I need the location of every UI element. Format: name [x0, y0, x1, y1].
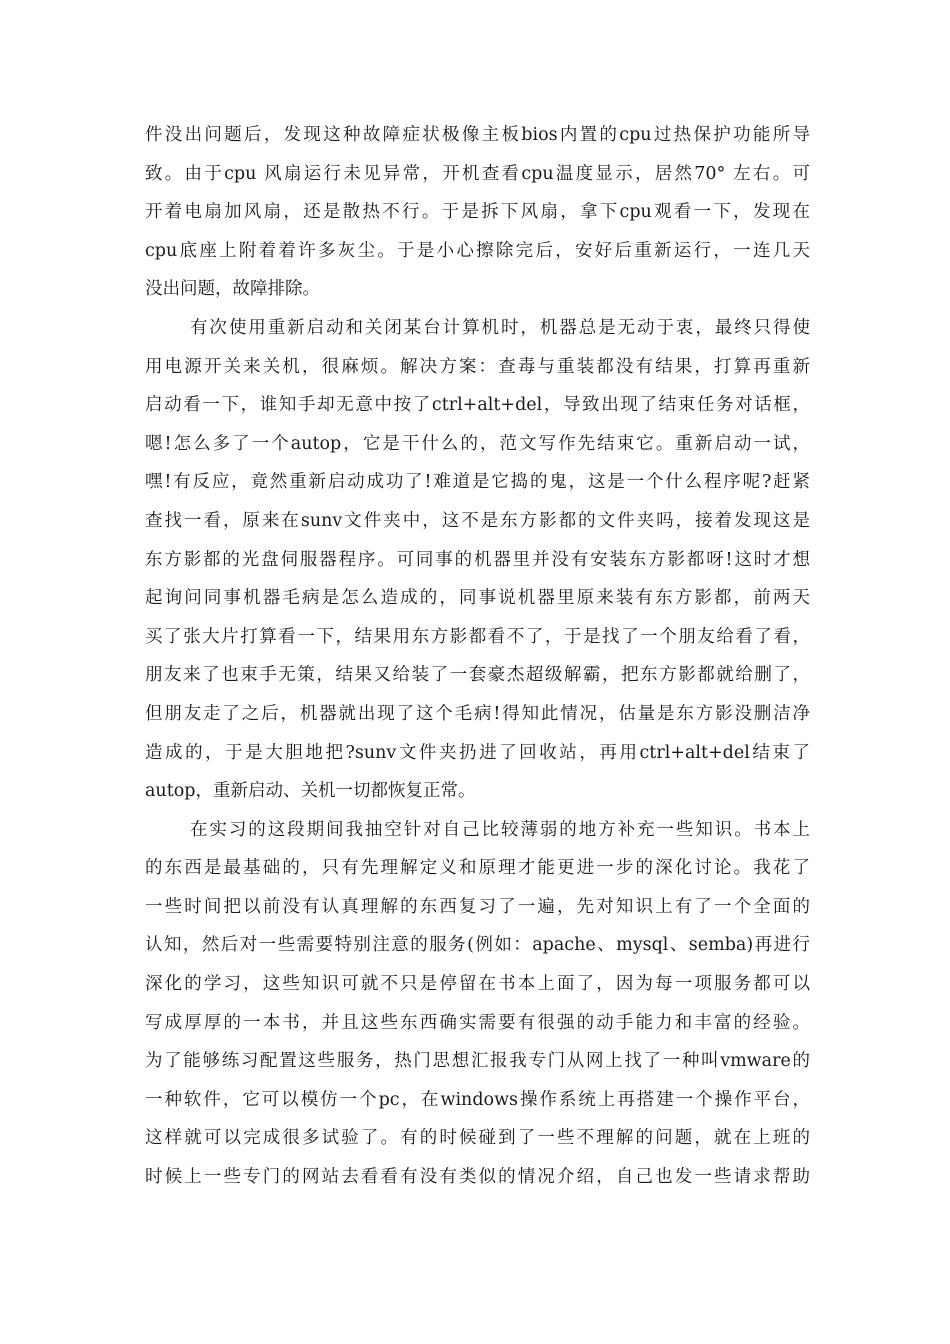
- text-line: 有次使用重新启动和关闭某台计算机时，机器总是无动于衷，最终只得使: [190, 317, 810, 338]
- text-line: 用电源开关来关机，很麻烦。解决方案：查毒与重装都没有结果，打算再重新: [145, 356, 810, 377]
- text-line: 在实习的这段期间我抽空针对自己比较薄弱的地方补充一些知识。书本上: [190, 819, 810, 840]
- text-line: 为了能够练习配置这些服务，热门思想汇报我专门从网上找了一种叫vmware的: [145, 1051, 810, 1072]
- text-line: 致。由于cpu 风扇运行未见异常，开机查看cpu温度显示，居然70° 左右。可: [145, 163, 810, 184]
- text-line: 朋友来了也束手无策，结果又给装了一套豪杰超级解霸，把东方影都就给删了，: [145, 665, 810, 686]
- text-line: 深化的学习，这些知识可就不只是停留在书本上面了，因为每一项服务都可以: [145, 974, 810, 995]
- text-line: 但朋友走了之后，机器就出现了这个毛病!得知此情况，估量是东方影没删洁净: [145, 703, 810, 724]
- text-line: 起询问同事机器毛病是怎么造成的，同事说机器里原来装有东方影都，前两天: [145, 588, 810, 609]
- text-line: 嗯!怎么多了一个autop，它是干什么的，范文写作先结束它。重新启动一试，: [145, 433, 810, 454]
- text-line: 的东西是最基础的，只有先理解定义和原理才能更进一步的深化讨论。我花了: [145, 858, 810, 879]
- text-line: 一些时间把以前没有认真理解的东西复习了一遍，先对知识上有了一个全面的: [145, 896, 810, 917]
- text-line: 东方影都的光盘伺服器程序。可同事的机器里并没有安装东方影都呀!这时才想: [145, 549, 810, 570]
- text-line: cpu底座上附着着许多灰尘。于是小心擦除完后，安好后重新运行，一连几天: [145, 240, 810, 261]
- text-line: 一种软件，它可以模仿一个pc，在windows操作系统上再搭建一个操作平台，: [145, 1089, 810, 1110]
- text-line: 写成厚厚的一本书，并且这些东西确实需要有很强的动手能力和丰富的经验。: [145, 1012, 810, 1033]
- document-body: [145, 116, 810, 1197]
- text-line: 嘿!有反应，竟然重新启动成功了!难道是它捣的鬼，这是一个什么程序呢?赶紧: [145, 472, 810, 493]
- text-line: autop，重新启动、关机一切都恢复正常。: [145, 781, 476, 802]
- text-line: 认知，然后对一些需要特别注意的服务(例如：apache、mysql、semba)再进行: [145, 935, 810, 956]
- text-line: 这样就可以完成很多试验了。有的时候碰到了一些不理解的问题，就在上班的: [145, 1128, 810, 1149]
- text-line: 查找一看，原来在sunv文件夹中，这不是东方影都的文件夹吗，接着发现这是: [145, 510, 810, 531]
- text-line: 件没出问题后，发现这种故障症状极像主板bios内置的cpu过热保护功能所导: [145, 125, 810, 145]
- text-line: 启动看一下，谁知手却无意中按了ctrl+alt+del，导致出现了结束任务对话框，: [145, 395, 810, 416]
- text-line: 时候上一些专门的网站去看看有没有类似的情况介绍，自己也发一些请求帮助: [145, 1167, 810, 1188]
- text-line: 买了张大片打算看一下，结果用东方影都看不了，于是找了一个朋友给看了看，: [145, 626, 810, 647]
- text-line: 没出问题，故障排除。: [145, 279, 320, 300]
- text-line: 造成的，于是大胆地把?sunv文件夹扔进了回收站，再用ctrl+alt+del结束了: [145, 742, 810, 763]
- text-line: 开着电扇加风扇，还是散热不行。于是拆下风扇，拿下cpu观看一下，发现在: [145, 202, 810, 223]
